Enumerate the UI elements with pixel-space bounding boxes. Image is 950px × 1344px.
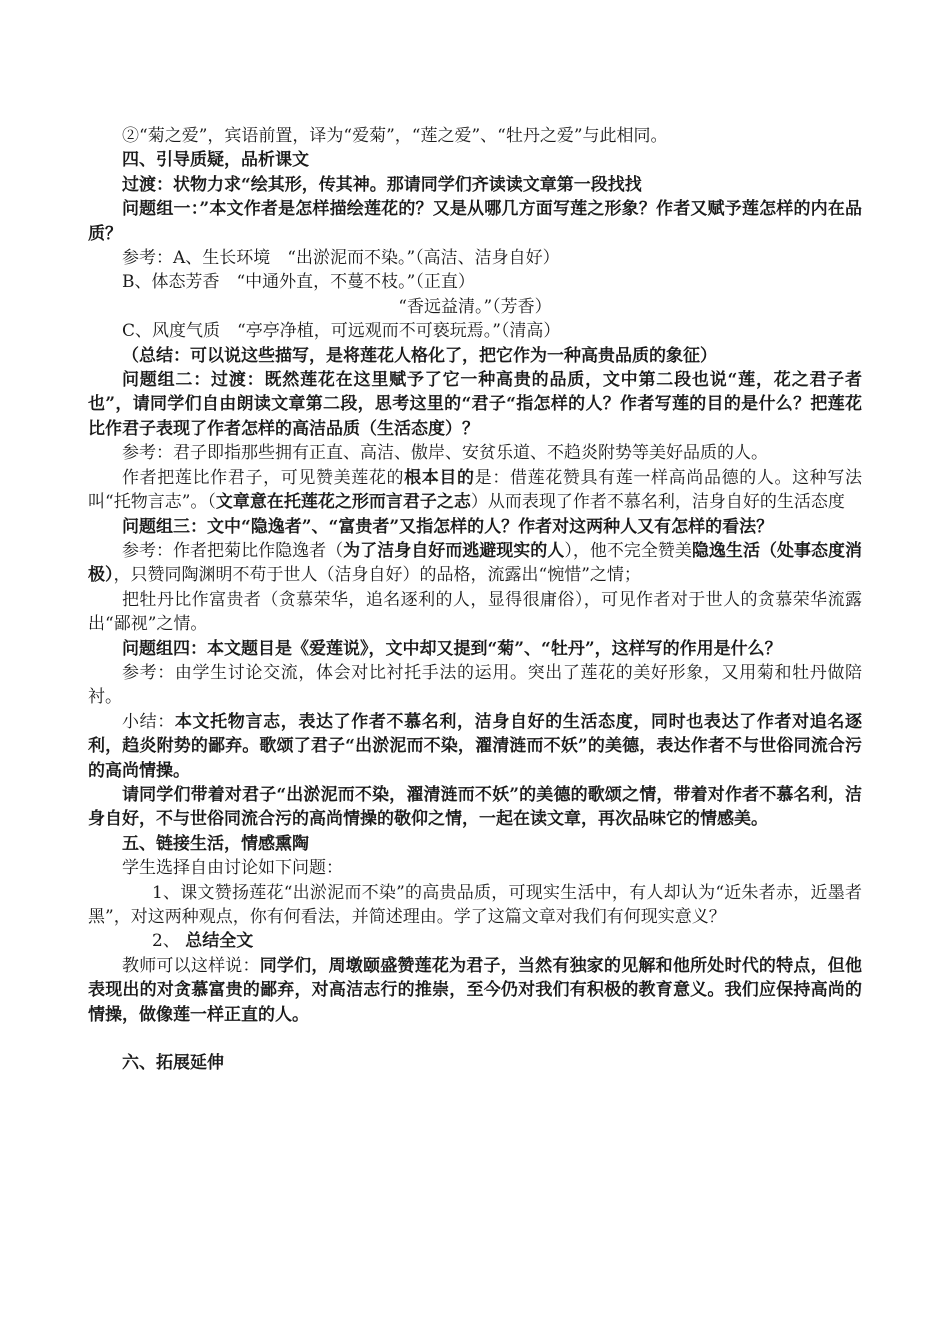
teacher-closing xyxy=(88,954,862,1027)
bold-run: 为了洁身自好而逃避现实的人 xyxy=(343,540,565,561)
summary-note: （总结：可以说这些描写，是将莲花人格化了，把它作为一种高贵品质的象征） xyxy=(122,345,717,366)
text-run: 2、 xyxy=(152,931,186,952)
bold-run: 根本目的 xyxy=(404,467,475,488)
summary-heading xyxy=(88,929,862,953)
reference-a: 参考：A、生长环境 “出淤泥而不染。”（高洁、洁身自好） xyxy=(122,248,560,269)
lesson-summary xyxy=(88,710,862,783)
text-run: ，只赞同陶渊明不苟于世人（洁身自好）的品格，流露出“惋惜”之情； xyxy=(113,565,641,586)
question-group-4: 问题组四：本文题目是《爱莲说》，文中却又提到“菊”、“牡丹”，这样写的作用是什么？ xyxy=(122,638,782,659)
text-run: 教师可以这样说： xyxy=(122,955,260,976)
reference-contrast: 参考：由学生讨论交流，体会对比衬托手法的运用。突出了莲花的美好形象，又用菊和牡丹做陪衬。 xyxy=(88,662,862,708)
question-group-3: 问题组三：文中“隐逸者”、“富贵者”又指怎样的人？作者对这两种人又有怎样的看法？ xyxy=(122,516,774,537)
bold-run: 本文托物言志，表达了作者不慕名利，洁身自好的生活态度，同时也表达了作者对追名逐利，趋炎附势的鄙弃。歌颂了君子“出淤泥而不染，濯清涟而不妖”的美德，表达作者不与世俗同流合污的高尚情操。 xyxy=(88,711,863,781)
reference-junzi: 参考：君子即指那些拥有正直、高洁、傲岸、安贫乐道、不趋炎附势等美好品质的人。 xyxy=(122,443,768,464)
discussion-question-1: 1、课文赞扬莲花“出淤泥而不染”的高贵品质，可现实生活中，有人却认为“近朱者赤，近墨者黑”，对这两种观点，你有何看法，并简述理由。学了这篇文章对我们有何现实意义？ xyxy=(88,882,862,927)
text-run: 是：借莲花赞具有莲一样高尚品德的人。这种写法叫“托物言志”。（ xyxy=(88,467,863,513)
discussion-intro: 学生选择自由讨论如下问题： xyxy=(122,858,343,879)
bold-run: 隐逸生活（处事态度消极） xyxy=(88,540,863,586)
question-group-1: 问题组一：”本文作者是怎样描绘莲花的？又是从哪几方面写莲之形象？作者又赋予莲怎样的内在品质？ xyxy=(88,199,862,244)
text-run: ），他不完全赞美 xyxy=(564,540,692,561)
reference-c: C、风度气质 “亭亭净植，可远观而不可亵玩焉。”（清高） xyxy=(122,321,561,342)
text-run: 小结： xyxy=(122,711,175,732)
reading-instruction: 请同学们带着对君子“出淤泥而不染，濯清涟而不妖”的美德的歌颂之情，带着对作者不慕名利，洁身自好，不与世俗同流合污的高尚情操的敬仰之情，一起在读文章，再次品味它的情感美。 xyxy=(88,784,862,830)
reference-b: B、体态芳香 “中通外直，不蔓不枝。”（正直） xyxy=(122,272,475,293)
spacer xyxy=(88,1027,862,1051)
bold-run: 总结全文 xyxy=(185,931,254,952)
bold-run: 同学们，周墩颐盛赞莲花为君子，当然有独家的见解和他所处时代的特点，但他表现出的对贪慕富贵的鄙弃，对高洁志行的推崇，至今仍对我们有积极的教育意义。我们应保持高尚的情操，做像莲一样正直的人。 xyxy=(88,955,863,1025)
text-run: 作者把莲比作君子，可见赞美莲花的 xyxy=(122,467,405,488)
bold-run: 文章意在托莲花之形而言君子之志 xyxy=(215,492,471,513)
section-heading-4: 四、引导质疑，品析课文 xyxy=(122,150,309,171)
reference-peony: 把牡丹比作富贵者（贪慕荣华，追名逐利的人，显得很庸俗），可见作者对于世人的贪慕荣华流露出“鄙视”之情。 xyxy=(88,589,862,635)
question-group-2: 问题组二：过渡：既然莲花在这里赋予了它一种高贵的品质，文中第二段也说“莲，花之君子者也”，请同学们自由朗读文章第二段，思考这里的“君子“指怎样的人？作者写莲的目的是什么？把莲花比作君子表现了作者怎样的高洁品质（生活态度）？ xyxy=(88,370,862,439)
reference-chrysanthemum xyxy=(88,539,862,588)
transition-line: 过渡：状物力求“绘其形，传其神。那请同学们齐读读文章第一段找找 xyxy=(122,174,642,195)
section-heading-6: 六、拓展延伸 xyxy=(122,1053,224,1074)
text-run: ）从而表现了作者不慕名利，洁身自好的生活态度 xyxy=(470,492,845,513)
section-heading-5: 五、链接生活，情感熏陶 xyxy=(122,833,309,854)
reference-purpose xyxy=(88,466,862,515)
text-run: 参考：作者把菊比作隐逸者（ xyxy=(122,540,344,561)
reference-b-quote2: “香远益清。”（芳香） xyxy=(398,296,552,317)
note-line: ②“菊之爱”，宾语前置，译为“爱菊”，“莲之爱”、“牡丹之爱”与此相同。 xyxy=(122,126,668,146)
